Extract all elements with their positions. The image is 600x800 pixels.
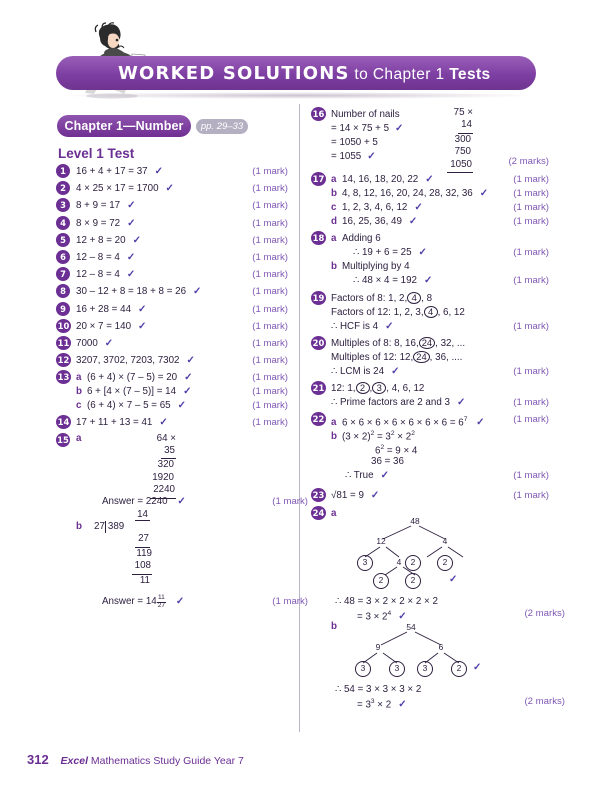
mark-value: (1 mark)	[252, 166, 288, 177]
q15-partial-1: 320	[157, 459, 174, 471]
tick-icon: ✓	[154, 166, 164, 177]
answer-line	[76, 354, 288, 368]
q15-div-step-1: 27	[135, 533, 150, 547]
question-number-20: 20	[312, 337, 325, 348]
answer-line	[76, 303, 288, 317]
q15-div-remainder: 11	[139, 574, 150, 586]
question-number-13: 13	[57, 372, 70, 383]
footer-title: Mathematics Study Guide Year 7	[88, 755, 244, 767]
mark-value: (1 mark)	[252, 183, 288, 195]
answer-text: (6 + 4) × (7 – 5) = 20	[87, 372, 178, 384]
q22-line-a: a $6 \times 6 \times 6 \times 6 \times 6 \times 6 \times 6 = 6^7$ ✓ (1 mark)	[331, 414, 549, 429]
question-body	[76, 217, 288, 231]
answer-line	[76, 416, 288, 430]
tick-icon: ✓	[456, 396, 466, 408]
answer-line	[331, 187, 549, 201]
q15-answer-a-line	[102, 495, 308, 509]
tree-48-l2-0: 3	[357, 555, 373, 571]
mark-value: (1 mark)	[252, 217, 288, 229]
mark-value: (1 mark)	[513, 275, 549, 287]
tick-icon: ✓	[177, 400, 186, 412]
q15-partial-2: 1920	[152, 471, 174, 483]
question-body	[76, 251, 288, 265]
q23-mark: (1 mark)	[513, 490, 549, 502]
q22-line-b1: b $(3 \times 2)^2 = 3^2 \times 2^2$	[331, 430, 415, 443]
answer-text: 8 × 9 = 72	[76, 217, 121, 229]
tick-icon: ✓	[391, 365, 400, 377]
circled-value: 4	[424, 306, 438, 318]
q15-long-division	[94, 509, 156, 587]
mark-value: (1 mark)	[252, 337, 288, 349]
q15-div-step-3: 108	[132, 560, 152, 574]
mark-value: (1 mark)	[252, 234, 288, 246]
q15-mult-total: 2240	[150, 484, 176, 498]
question-2	[56, 182, 288, 196]
tick-icon: ✓	[138, 320, 147, 332]
question-number-5: 5	[56, 233, 70, 247]
question-number-1: 1	[56, 164, 70, 178]
column-divider	[299, 104, 300, 732]
answer-text: (6 + 4) × 7 – 5 = 65	[87, 400, 171, 412]
question-11	[56, 337, 288, 351]
tick-icon: ✓	[127, 200, 136, 212]
question-number-11: 11	[57, 337, 70, 348]
answer-line	[331, 201, 549, 215]
answer-line	[76, 217, 288, 231]
question-14	[56, 416, 288, 430]
answer-text: 4 × 25 × 17 = 1700	[76, 183, 159, 195]
question-body	[76, 416, 288, 430]
page-footer	[27, 752, 244, 767]
q20-mark: (1 mark)	[513, 365, 549, 377]
mark-value: (1 mark)	[513, 216, 549, 228]
answer-line	[76, 385, 288, 399]
q15-answer-b-prefix: Answer = 14	[102, 595, 157, 607]
q16-mult: 14	[458, 119, 473, 133]
mark-value: (1 mark)	[252, 320, 288, 332]
circled-value: 2	[356, 382, 370, 394]
q19-line-2: Factors of 12: 1, 2, 3, 4 , 6, 12	[331, 305, 465, 318]
q16-p1: 300	[454, 133, 471, 145]
mark-value: (1 mark)	[513, 174, 549, 186]
answer-line	[76, 165, 288, 179]
tick-icon: ✓	[473, 662, 482, 674]
answer-text: 17 + 11 + 13 = 41	[76, 417, 153, 429]
answer-line	[331, 232, 549, 246]
answer-line	[331, 274, 549, 288]
question-8	[56, 285, 288, 299]
mark-value: (1 mark)	[513, 247, 549, 259]
mark-value: (1 mark)	[513, 202, 549, 214]
chapter-pill: Chapter 1—Number	[57, 115, 191, 137]
tree-48-l3-0: 2	[373, 573, 389, 589]
question-24	[311, 507, 565, 711]
q22-sub-b: b	[331, 431, 337, 443]
mark-value: (1 mark)	[252, 251, 288, 263]
banner-title	[118, 60, 538, 88]
question-number-4: 4	[56, 216, 70, 230]
q15-mark-a: (1 mark)	[272, 495, 308, 507]
tick-icon: ✓	[132, 234, 141, 246]
question-9	[56, 303, 288, 317]
q19-line-1: Factors of 8: 1, 2, 4 , 8	[331, 291, 433, 304]
left-question-list	[56, 165, 288, 430]
question-body	[76, 234, 288, 248]
q19-mark: (1 mark)	[513, 320, 549, 332]
q16-top: 75 ×	[453, 107, 473, 118]
question-body	[76, 199, 288, 213]
question-number-14: 14	[57, 417, 70, 428]
answer-line	[331, 260, 549, 274]
q24-sub-b: b	[331, 621, 337, 633]
right-column	[311, 107, 565, 711]
answer-text: 14, 16, 18, 20, 22	[342, 174, 419, 186]
mark-value: (1 mark)	[252, 355, 288, 367]
mark-value: (1 mark)	[513, 188, 549, 200]
question-19	[311, 292, 549, 334]
tree-48-root: 48	[410, 516, 420, 527]
tick-icon: ✓	[414, 202, 423, 214]
tick-icon: ✓	[127, 217, 136, 229]
answer-line	[331, 246, 549, 260]
circled-value: 4	[407, 292, 421, 304]
tick-icon: ✓	[425, 174, 434, 186]
answer-text: ∴ 48 × 4 = 192	[353, 275, 417, 287]
tick-icon: ✓	[398, 611, 407, 623]
question-number-15: 15	[57, 434, 69, 445]
tree-48-l3-1: 2	[405, 573, 421, 589]
q20-line-3: ∴ LCM is 24 ✓ (1 mark)	[331, 365, 549, 377]
answer-text: 7000	[76, 337, 98, 349]
question-number-9: 9	[56, 302, 70, 316]
q15-multiplicand: 64 ×	[156, 432, 176, 444]
sub-label: a	[76, 372, 82, 384]
question-number-12: 12	[57, 355, 70, 366]
question-17	[311, 173, 549, 229]
question-number-16: 16	[312, 109, 325, 119]
q22-line-b2: $6^2 = 9 \times 4$	[375, 444, 418, 457]
mark-value: (1 mark)	[252, 372, 288, 384]
mark-value: (1 mark)	[252, 417, 288, 429]
q16-line-2: = 14 × 75 + 5 ✓	[331, 123, 404, 134]
question-number-19: 19	[312, 292, 325, 303]
q15-quotient: 14	[137, 508, 148, 520]
tree-54-l2-2: 3	[417, 661, 433, 677]
q16-long-multiplication	[427, 107, 473, 173]
tick-icon: ✓	[479, 188, 489, 200]
question-body	[331, 232, 549, 288]
tick-icon: ✓	[476, 417, 485, 429]
q22-sub-a: a	[331, 417, 337, 429]
question-15	[56, 432, 308, 634]
question-body	[331, 173, 549, 229]
mark-value: (1 mark)	[252, 286, 288, 298]
mark-value: (1 mark)	[252, 200, 288, 212]
q22-line-b3: 36 = 36	[371, 456, 404, 468]
question-12	[56, 354, 288, 368]
q15-answer-a: Answer = 2240	[102, 495, 168, 507]
tick-icon: ✓	[380, 470, 389, 482]
banner-shadow	[62, 92, 532, 99]
answer-line	[76, 251, 288, 265]
answer-text: 16 + 4 + 17 = 37	[76, 166, 148, 177]
q15-answer-b-fraction: $\frac{11}{27}$	[157, 594, 166, 609]
question-4	[56, 217, 288, 231]
answer-text: 3207, 3702, 7203, 7302	[76, 355, 180, 367]
right-question-list	[311, 173, 549, 288]
q23-line: √81 = 9 ✓ (1 mark)	[331, 490, 549, 502]
answer-text: 6 + [4 × (7 – 5)] = 14	[87, 386, 177, 398]
answer-line	[76, 399, 288, 413]
banner-worked-solutions-text: WORKED SOLUTIONS	[118, 63, 350, 84]
q15-mark-b: (1 mark)	[272, 595, 308, 607]
q24-sub-a: a	[331, 508, 337, 520]
answer-line	[331, 215, 549, 229]
question-18	[311, 232, 549, 288]
question-number-17: 17	[312, 174, 325, 185]
mark-value: (1 mark)	[252, 303, 288, 315]
question-number-23: 23	[312, 490, 325, 501]
tick-icon: ✓	[186, 355, 195, 367]
tree-48-l1-1: 4	[442, 536, 448, 547]
tick-icon: ✓	[184, 372, 193, 384]
q15-sub-a: a	[76, 432, 82, 444]
q16-line-4: = 1055 ✓	[331, 151, 376, 162]
question-20	[311, 337, 549, 379]
answer-line	[76, 320, 288, 334]
tick-icon: ✓	[175, 595, 185, 607]
tree-48-l2-3: 2	[437, 555, 453, 571]
q21-mark: (1 mark)	[513, 396, 549, 408]
level-1-test-heading: Level 1 Test	[58, 146, 135, 161]
question-6	[56, 251, 288, 265]
tick-icon: ✓	[126, 251, 136, 263]
question-number-6: 6	[56, 250, 70, 264]
tree-54-l1-1: 6	[438, 642, 444, 653]
tick-icon: ✓	[159, 417, 168, 429]
tick-icon: ✓	[408, 216, 418, 228]
tick-icon: ✓	[418, 247, 427, 259]
question-1	[56, 165, 288, 179]
question-body	[76, 320, 288, 334]
q15-multiplier: 35	[161, 445, 176, 459]
answer-line	[76, 182, 288, 196]
sub-label: c	[331, 202, 337, 214]
q22-mark-a: (1 mark)	[513, 414, 549, 426]
question-body	[76, 371, 288, 413]
tick-icon: ✓	[395, 123, 404, 134]
tick-icon: ✓	[385, 320, 394, 332]
q16-total: 1050	[447, 159, 473, 173]
answer-text: 20 × 7 = 140	[76, 320, 132, 332]
answer-text: 12 + 8 = 20	[76, 234, 126, 246]
question-16	[311, 108, 549, 170]
tree-54-l2-1: 3	[389, 661, 405, 677]
question-body	[76, 337, 288, 351]
banner-to-chapter-text: to Chapter 1	[349, 66, 450, 83]
left-column	[56, 165, 308, 637]
q15-div-step-2: 119	[136, 547, 152, 559]
question-number-18: 18	[312, 233, 325, 244]
tick-icon: ✓	[104, 337, 114, 349]
answer-text: 1, 2, 3, 4, 6, 12	[342, 202, 408, 214]
question-number-7: 7	[56, 267, 70, 281]
tick-icon: ✓	[398, 699, 407, 711]
tree-54-l2-3: 2	[451, 661, 467, 677]
q21-line-2: ∴ Prime factors are 2 and 3 ✓ (1 mark)	[331, 396, 549, 408]
circled-value: 24	[419, 337, 435, 349]
answer-line	[76, 234, 288, 248]
question-body	[76, 165, 288, 179]
answer-line	[76, 199, 288, 213]
sub-label: b	[76, 386, 82, 398]
q16-line-3: = 1050 + 5	[331, 137, 378, 148]
question-body	[76, 354, 288, 368]
answer-text: 4, 8, 12, 16, 20, 24, 28, 32, 36	[342, 188, 473, 200]
answer-line	[76, 285, 288, 299]
answer-text: 12 – 8 = 4	[76, 269, 120, 281]
question-number-8: 8	[56, 284, 70, 298]
q24-a-result-2: = $3 \times 2^4$ ✓ (2 marks)	[357, 608, 565, 623]
q21-line-1: 12: 1, 2 , 3 , 4, 6, 12	[331, 381, 425, 394]
answer-text: ∴ 19 + 6 = 25	[353, 247, 412, 259]
tick-icon: ✓	[165, 183, 174, 195]
question-body	[76, 182, 288, 196]
question-7	[56, 268, 288, 282]
q19-line-3: ∴ HCF is 4 ✓ (1 mark)	[331, 320, 549, 332]
sub-label: c	[76, 400, 82, 412]
q16-line-1: Number of nails	[331, 109, 400, 120]
sub-label: b	[331, 188, 337, 200]
sub-label: b	[331, 261, 337, 273]
answer-line	[76, 371, 288, 385]
page-reference-pill: pp. 29–33	[196, 119, 248, 134]
answer-text: 30 – 12 + 8 = 18 + 8 = 26	[76, 286, 187, 298]
q15-divisor: 27	[94, 521, 105, 533]
question-5	[56, 234, 288, 248]
question-3	[56, 199, 288, 213]
q24-b-result-1: ∴ 54 = 3 × 3 × 3 × 2	[335, 684, 422, 696]
q15-dividend: 389	[105, 521, 124, 533]
tick-icon: ✓	[138, 303, 147, 315]
question-number-21: 21	[312, 382, 325, 393]
mark-value: (1 mark)	[252, 269, 288, 281]
circled-value: 3	[372, 382, 386, 394]
sub-label: a	[331, 233, 337, 245]
answer-line	[76, 337, 288, 351]
banner-tests-text: Tests	[449, 66, 491, 83]
tick-icon: ✓	[423, 275, 433, 287]
answer-text: 16 + 28 = 44	[76, 303, 132, 315]
question-10	[56, 320, 288, 334]
q20-line-2: Multiples of 12: 12, 24 , 36, ....	[331, 350, 463, 363]
q22-line-b4: ∴ True ✓ (1 mark)	[345, 470, 549, 482]
answer-text: 16, 25, 36, 49	[342, 216, 402, 228]
circled-value: 24	[413, 351, 429, 363]
question-body	[76, 268, 288, 282]
tick-icon: ✓	[177, 495, 186, 507]
factor-tree-48-edges	[349, 515, 499, 577]
question-13	[56, 371, 288, 413]
tree-48-l2-2: 2	[405, 555, 421, 571]
answer-line	[331, 173, 549, 187]
q24-b-result-2: = $3^3 \times 2$ ✓ (2 marks)	[357, 696, 565, 711]
q20-line-1: Multiples of 8: 8, 16, 24 , 32, ...	[331, 336, 466, 349]
q16-mark: (2 marks)	[508, 156, 549, 167]
question-number-3: 3	[56, 198, 70, 212]
tick-icon: ✓	[367, 151, 376, 162]
mark-value: (1 mark)	[252, 400, 288, 412]
tick-icon: ✓	[183, 386, 192, 398]
q15-long-multiplication	[122, 433, 176, 499]
question-number-10: 10	[57, 320, 70, 331]
factor-tree-54	[349, 621, 499, 674]
question-number-2: 2	[56, 181, 70, 195]
tree-54-l2-0: 3	[355, 661, 371, 677]
footer-page-number: 312	[27, 752, 49, 767]
mark-value: (1 mark)	[252, 386, 288, 398]
q24-a-result-1: ∴ 48 = 3 × 2 × 2 × 2 × 2	[335, 596, 438, 608]
answer-text: 8 + 9 = 17	[76, 200, 121, 212]
answer-text: Multiplying by 4	[342, 261, 410, 273]
question-22	[311, 413, 549, 483]
q24-mark-b: (2 marks)	[524, 696, 565, 708]
question-body	[76, 285, 288, 299]
answer-text: Adding 6	[342, 233, 381, 245]
q15-sub-b: b	[76, 520, 82, 532]
question-23	[311, 489, 549, 503]
question-number-22: 22	[312, 414, 325, 425]
q16-p2: 750	[454, 146, 471, 158]
q24-mark-a: (2 marks)	[524, 608, 565, 620]
sub-label: a	[331, 174, 337, 186]
question-21	[311, 382, 549, 410]
footer-brand: Excel	[60, 755, 88, 767]
tree-48-l2-1: 4	[396, 557, 402, 568]
tree-48-l1-0: 12	[376, 536, 386, 547]
tick-icon: ✓	[370, 490, 380, 502]
q22-mark-b: (1 mark)	[513, 470, 549, 482]
q15-answer-b-line	[102, 595, 308, 609]
tree-54-root: 54	[406, 622, 416, 633]
tick-icon: ✓	[449, 574, 458, 586]
question-number-24: 24	[312, 508, 325, 519]
answer-text: 12 – 8 = 4	[76, 251, 120, 263]
tree-54-l1-0: 9	[375, 642, 381, 653]
question-body	[76, 303, 288, 317]
answer-line	[76, 268, 288, 282]
sub-label: d	[331, 216, 337, 228]
factor-tree-48	[349, 515, 499, 586]
tick-icon: ✓	[126, 269, 136, 281]
tick-icon: ✓	[193, 286, 202, 298]
